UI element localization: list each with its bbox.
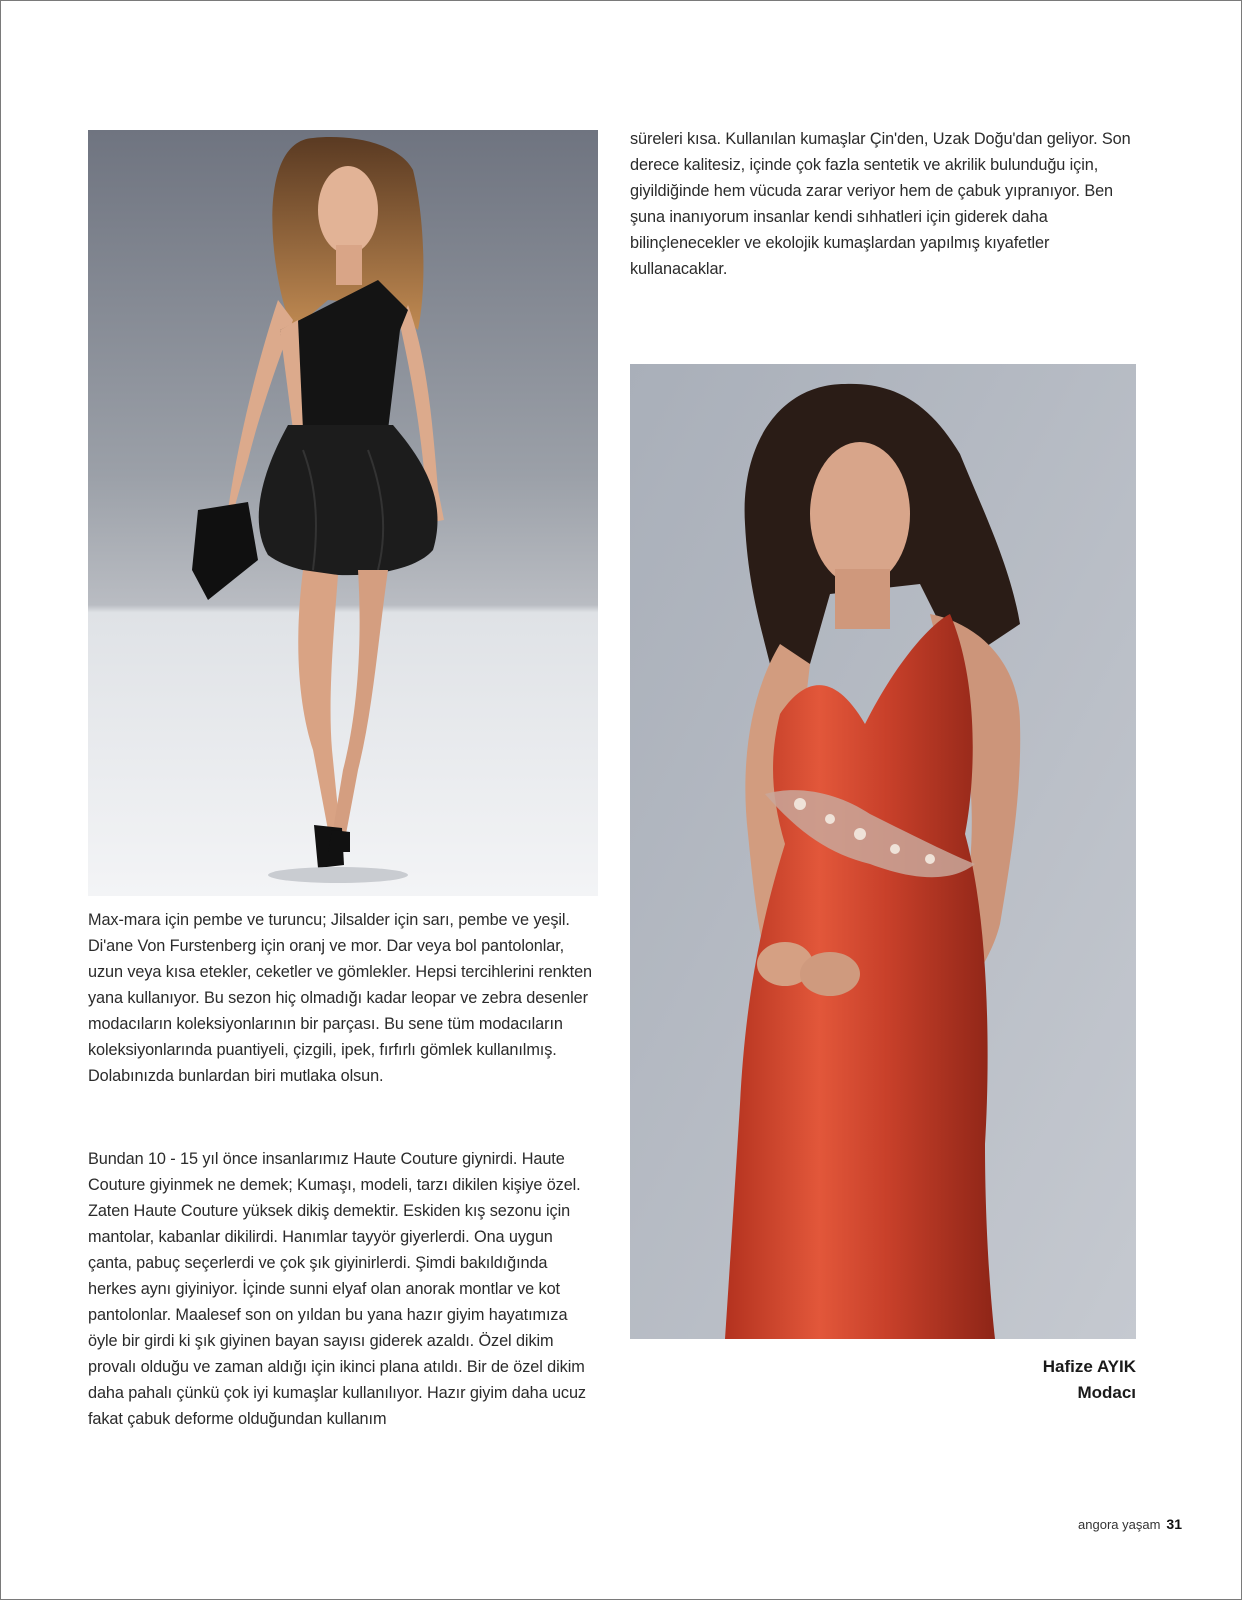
article-paragraph-haute-couture: Bundan 10 - 15 yıl önce insanlarımız Haute Couture giynirdi. Haute Couture giyinmek ne demek; Kumaşı, modeli, tarzı dikilen kişiye özel. Zaten Haute Couture yüksek dikiş demektir. Eskiden kış sezonu için mantolar, kabanlar dikilirdi. Hanımlar tayyör giyerlerdi. Ona uygun çanta, pabuç seçerlerdi ve çok şık giyinirlerdi. Şimdi bakıldığında herkes aynı giyiniyor. İçinde sunni elyaf olan anorak montlar ve kot pantolonlar. Maalesef son on yıldan bu yana hazır giyim hayatımıza öyle bir girdi ki şık giyinen bayan sayısı giderek azaldı. Özel dikim provalı olduğu ve zaman aldığı için ikinci plana atıldı. Bir de özel dikim daha pahalı çünkü çok iyi kumaşlar kullanılıyor. Hazır giyim daha ucuz fakat çabuk deforme olduğundan kullanım (88, 1150, 586, 1428)
photo-runway-model-black-dress (88, 130, 598, 896)
article-paragraph-colors: Max-mara için pembe ve turuncu; Jilsalder için sarı, pembe ve yeşil. Di'ane Von Furstenberg için oranj ve mor. Dar veya bol pantolonlar, uzun veya kısa etekler, ceketler ve gömlekler. Hepsi tercihlerini renkten yana kullanıyor. Bu sezon hiç olmadığı kadar leopar ve zebra desenler modacıların koleksiyonlarının bir parçası. Bu sene tüm modacıların koleksiyonlarında puantiyeli, çizgili, ipek, fırfırlı gömlek kullanılmış. Dolabınızda bunlardan biri mutlaka olsun. (88, 911, 592, 1085)
caption-role: Modacı (1077, 1383, 1136, 1402)
caption-name: Hafize AYIK (1042, 1357, 1136, 1376)
page-number: 31 (1166, 1516, 1182, 1532)
magazine-name: angora yaşam (1078, 1517, 1161, 1532)
page-footer (1078, 1516, 1182, 1532)
photo-caption (1043, 1354, 1136, 1406)
article-paragraph-top-right: süreleri kısa. Kullanılan kumaşlar Çin'den, Uzak Doğu'dan geliyor. Son derece kalitesiz, içinde çok fazla sentetik ve akrilik bulunduğu için, giyildiğinde hem vücuda zarar veriyor hem de çabuk yıpranıyor. Ben şuna inanıyorum insanlar kendi sıhhatleri için giderek daha bilinçlenecekler ve ekolojik kumaşlardan yapılmış kıyafetler kullanacaklar. (630, 130, 1131, 278)
photo-model-red-gown (630, 364, 1136, 1339)
